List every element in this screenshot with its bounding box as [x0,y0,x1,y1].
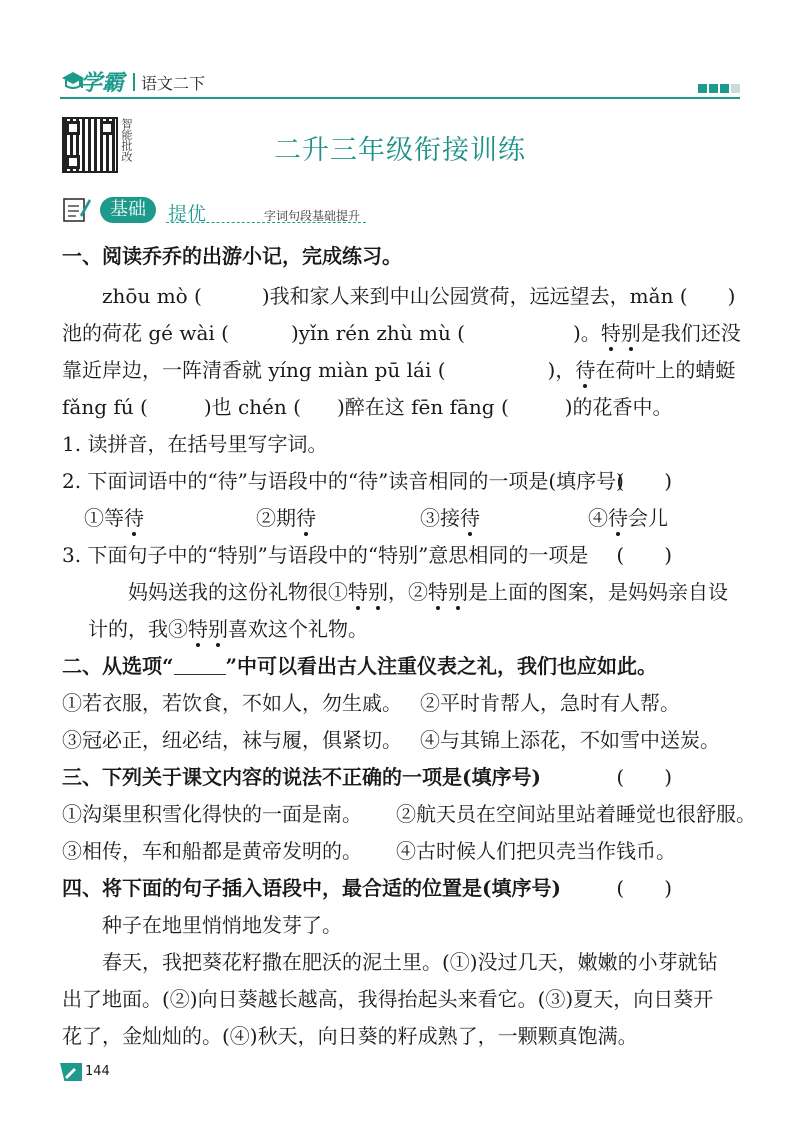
q2-option-1: ①若衣服，若饮食，不如人，勿生戚。 [62,691,402,715]
answer-box[interactable]: ( ) [616,469,672,493]
q4-para-line1: 春天，我把葵花籽撒在肥沃的泥土里。(①)没过几天，嫩嫩的小芽就钻 [102,950,718,974]
section-banner [62,193,372,227]
footer-page-tab [60,1063,112,1081]
q1-para-line2: 池的荷花 gé wài ( )yǐn rén zhù mù ( )。特别是我们还没 [62,321,741,345]
qr-label: 智能批改 [120,118,133,162]
q1-para-line1: zhōu mò ( )我和家人来到中山公园赏荷，远远望去，mǎn ( ) [102,284,736,308]
q1-sub3-sentence-line2: 计的，我③特别喜欢这个礼物。 [88,617,368,641]
header-squares [696,78,740,97]
option-1: ①等待 [84,506,144,530]
q3-heading: 三、下列关于课文内容的说法不正确的一项是(填序号) ( ) [62,765,672,789]
q3-option-4: ④古时候人们把贝壳当作钱币。 [396,839,676,863]
q1-sub2: 2. 下面词语中的“待”与语段中的“待”读音相同的一项是(填序号) ( ) [62,469,672,493]
answer-blank[interactable] [174,656,226,675]
header-rule [60,97,740,99]
header [60,68,740,98]
q4-para-line2: 出了地面。(②)向日葵越长越高，我得抬起头来看它。(③)夏天，向日葵开 [62,987,714,1011]
banner-improve: 提优 [168,203,207,225]
q2-option-4: ④与其锦上添花，不如雪中送炭。 [420,728,720,752]
q1-sub3: 3. 下面句子中的“特别”与语段中的“特别”意思相同的一项是 ( ) [62,543,672,567]
q1-sub3-sentence-line1: 妈妈送我的这份礼物很①特别，②特别是上面的图案，是妈妈亲自设 [128,580,728,604]
header-subject: 语文二下 [141,74,206,93]
header-divider [133,73,135,91]
notebook-pen-icon [62,195,92,223]
q3-option-2: ②航天员在空间站里站着睡觉也很舒服。 [396,802,756,826]
q2-option-3: ③冠必正，纽必结，袜与履，俱紧切。 [62,728,402,752]
q1-para-line4: fǎng fú ( )也 chén ( )醉在这 fēn fāng ( )的花香中。 [62,395,673,419]
option-3: ③接待 [420,506,480,530]
page-title: 二升三年级衔接训练 [274,135,526,166]
q2-heading: 二、从选项“ ”中可以看出古人注重仪表之礼，我们也应如此。 [62,654,658,678]
q1-para-line3: 靠近岸边，一阵清香就 yíng miàn pū lái ( )，待在荷叶上的蜻蜓 [62,358,736,382]
answer-box[interactable]: ( ) [616,876,672,900]
q3-option-1: ①沟渠里积雪化得快的一面是南。 [62,802,362,826]
pen-icon [63,1065,79,1079]
q4-para-line3: 花了，金灿灿的。(④)秋天，向日葵的籽成熟了，一颗颗真饱满。 [62,1024,638,1048]
option-4: ④待会儿 [588,506,668,530]
page-number: 144 [85,1064,110,1079]
q1-sub1: 1. 读拼音，在括号里写字词。 [62,432,328,456]
q4-sentence: 种子在地里悄悄地发芽了。 [102,913,342,937]
q4-heading: 四、将下面的句子插入语段中，最合适的位置是(填序号) ( ) [62,876,672,900]
answer-box[interactable]: ( ) [616,765,672,789]
q1-heading: 一、阅读乔乔的出游小记，完成练习。 [62,244,402,268]
option-2: ②期待 [256,506,316,530]
answer-box[interactable]: ( ) [616,543,672,567]
banner-basic: 基础 [100,197,156,223]
q3-option-3: ③相传，车和船都是黄帝发明的。 [62,839,362,863]
banner-subtitle: 字词句段基础提升 [264,209,361,223]
brand-name: 学霸 [80,71,125,96]
q2-option-2: ②平时肯帮人，急时有人帮。 [420,691,680,715]
